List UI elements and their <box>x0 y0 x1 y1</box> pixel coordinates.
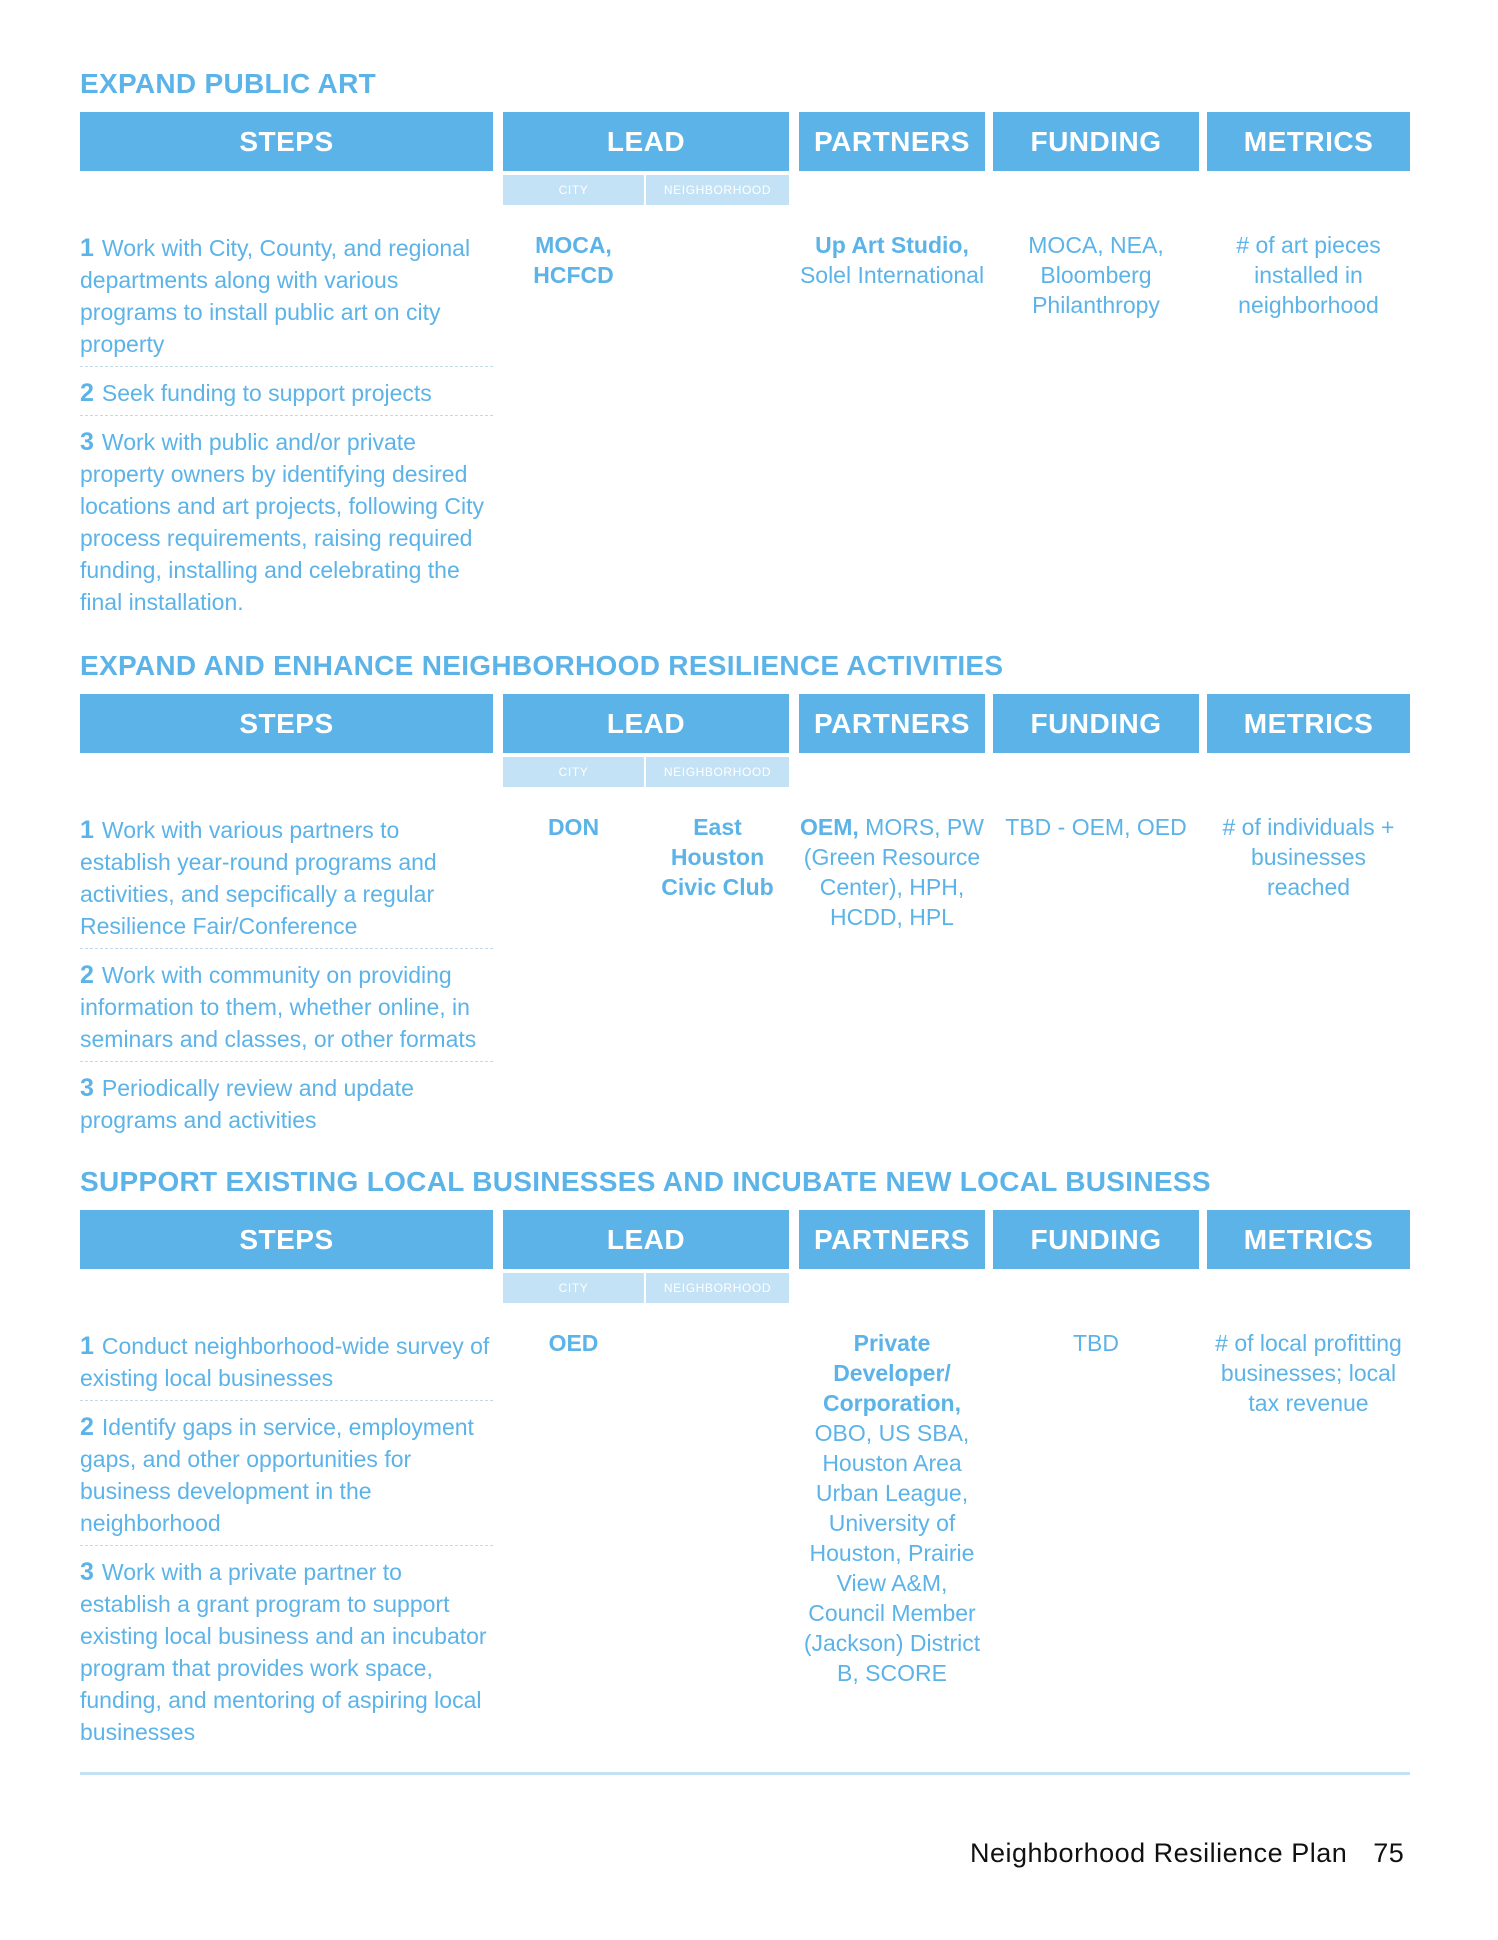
funding-header: FUNDING <box>993 112 1199 171</box>
step-item: 3 Periodically review and update programs and activities <box>80 1061 493 1142</box>
steps-list <box>80 228 493 624</box>
lead-neighborhood-subheader: NEIGHBORHOOD <box>646 175 789 205</box>
step-item: 2 Work with community on providing information to them, whether online, in seminars and classes, or other formats <box>80 948 493 1061</box>
metrics-header: METRICS <box>1207 1210 1410 1269</box>
lead-city-subheader: CITY <box>503 1273 644 1303</box>
section-title: EXPAND PUBLIC ART <box>80 68 376 99</box>
metrics-value: # of individuals + businesses reached <box>1222 814 1395 900</box>
funding-value: MOCA, NEA, Bloomberg Philanthropy <box>1028 232 1164 318</box>
funding-header: FUNDING <box>993 694 1199 753</box>
steps-header: STEPS <box>80 112 493 171</box>
lead-city-subheader: CITY <box>503 175 644 205</box>
funding-header: FUNDING <box>993 1210 1199 1269</box>
partners-header: PARTNERS <box>799 112 985 171</box>
partners-header: PARTNERS <box>799 1210 985 1269</box>
metrics-header: METRICS <box>1207 694 1410 753</box>
steps-list <box>80 1326 493 1754</box>
metrics-header: METRICS <box>1207 112 1410 171</box>
lead-city-value: DON <box>547 814 600 840</box>
section-title: SUPPORT EXISTING LOCAL BUSINESSES AND INCUBATE NEW LOCAL BUSINESS <box>80 1166 1211 1197</box>
lead-city-value: OED <box>548 1330 599 1356</box>
step-item: 2 Identify gaps in service, employment gaps, and other opportunities for business development in the neighborhood <box>80 1400 493 1545</box>
partners-header: PARTNERS <box>799 694 985 753</box>
step-item: 3 Work with public and/or private property owners by identifying desired locations and art projects, following City process requirements, raising required funding, installing and celebrating the final installation. <box>80 415 493 624</box>
bottom-divider <box>80 1772 1410 1775</box>
step-item: 1 Conduct neighborhood-wide survey of existing local businesses <box>80 1332 490 1391</box>
metrics-value: # of local profitting businesses; local tax revenue <box>1215 1330 1402 1416</box>
lead-header: LEAD <box>503 112 789 171</box>
step-item: 3 Work with a private partner to establish a grant program to support existing local business and an incubator program that provides work space, funding, and mentoring of aspiring local businesses <box>80 1545 493 1754</box>
lead-header: LEAD <box>503 1210 789 1269</box>
lead-header: LEAD <box>503 694 789 753</box>
funding-value: TBD - OEM, OED <box>1005 814 1187 840</box>
lead-city-subheader: CITY <box>503 757 644 787</box>
steps-list <box>80 810 493 1142</box>
metrics-value: # of art pieces installed in neighborhood <box>1236 232 1381 318</box>
step-item: 2 Seek funding to support projects <box>80 366 493 415</box>
page-footer <box>970 1838 1404 1869</box>
steps-header: STEPS <box>80 694 493 753</box>
funding-value: TBD <box>1073 1330 1119 1356</box>
lead-neighborhood-subheader: NEIGHBORHOOD <box>646 757 789 787</box>
lead-neighborhood-value: East Houston Civic Club <box>661 814 774 900</box>
lead-city-value: MOCA, HCFCD <box>533 232 614 288</box>
page-number: 75 <box>1373 1838 1405 1868</box>
steps-header: STEPS <box>80 1210 493 1269</box>
step-item: 1 Work with City, County, and regional departments along with various programs to install public art on city property <box>80 234 471 357</box>
lead-neighborhood-subheader: NEIGHBORHOOD <box>646 1273 789 1303</box>
footer-title: Neighborhood Resilience Plan <box>970 1838 1348 1868</box>
partners-value: Up Art Studio, Solel International <box>799 232 985 288</box>
step-item: 1 Work with various partners to establish year-round programs and activities, and sepcifically a regular Resilience Fair/Conference <box>80 816 437 939</box>
partners-value: OEM, MORS, PW (Green Resource Center), HPH, HCDD, HPL <box>799 814 984 930</box>
section-title: EXPAND AND ENHANCE NEIGHBORHOOD RESILIENCE ACTIVITIES <box>80 650 1004 681</box>
partners-value: Private Developer/ Corporation, OBO, US SBA, Houston Area Urban League, University of Houston, Prairie View A&M, Council Member (Jackson) District B, SCORE <box>803 1330 981 1686</box>
